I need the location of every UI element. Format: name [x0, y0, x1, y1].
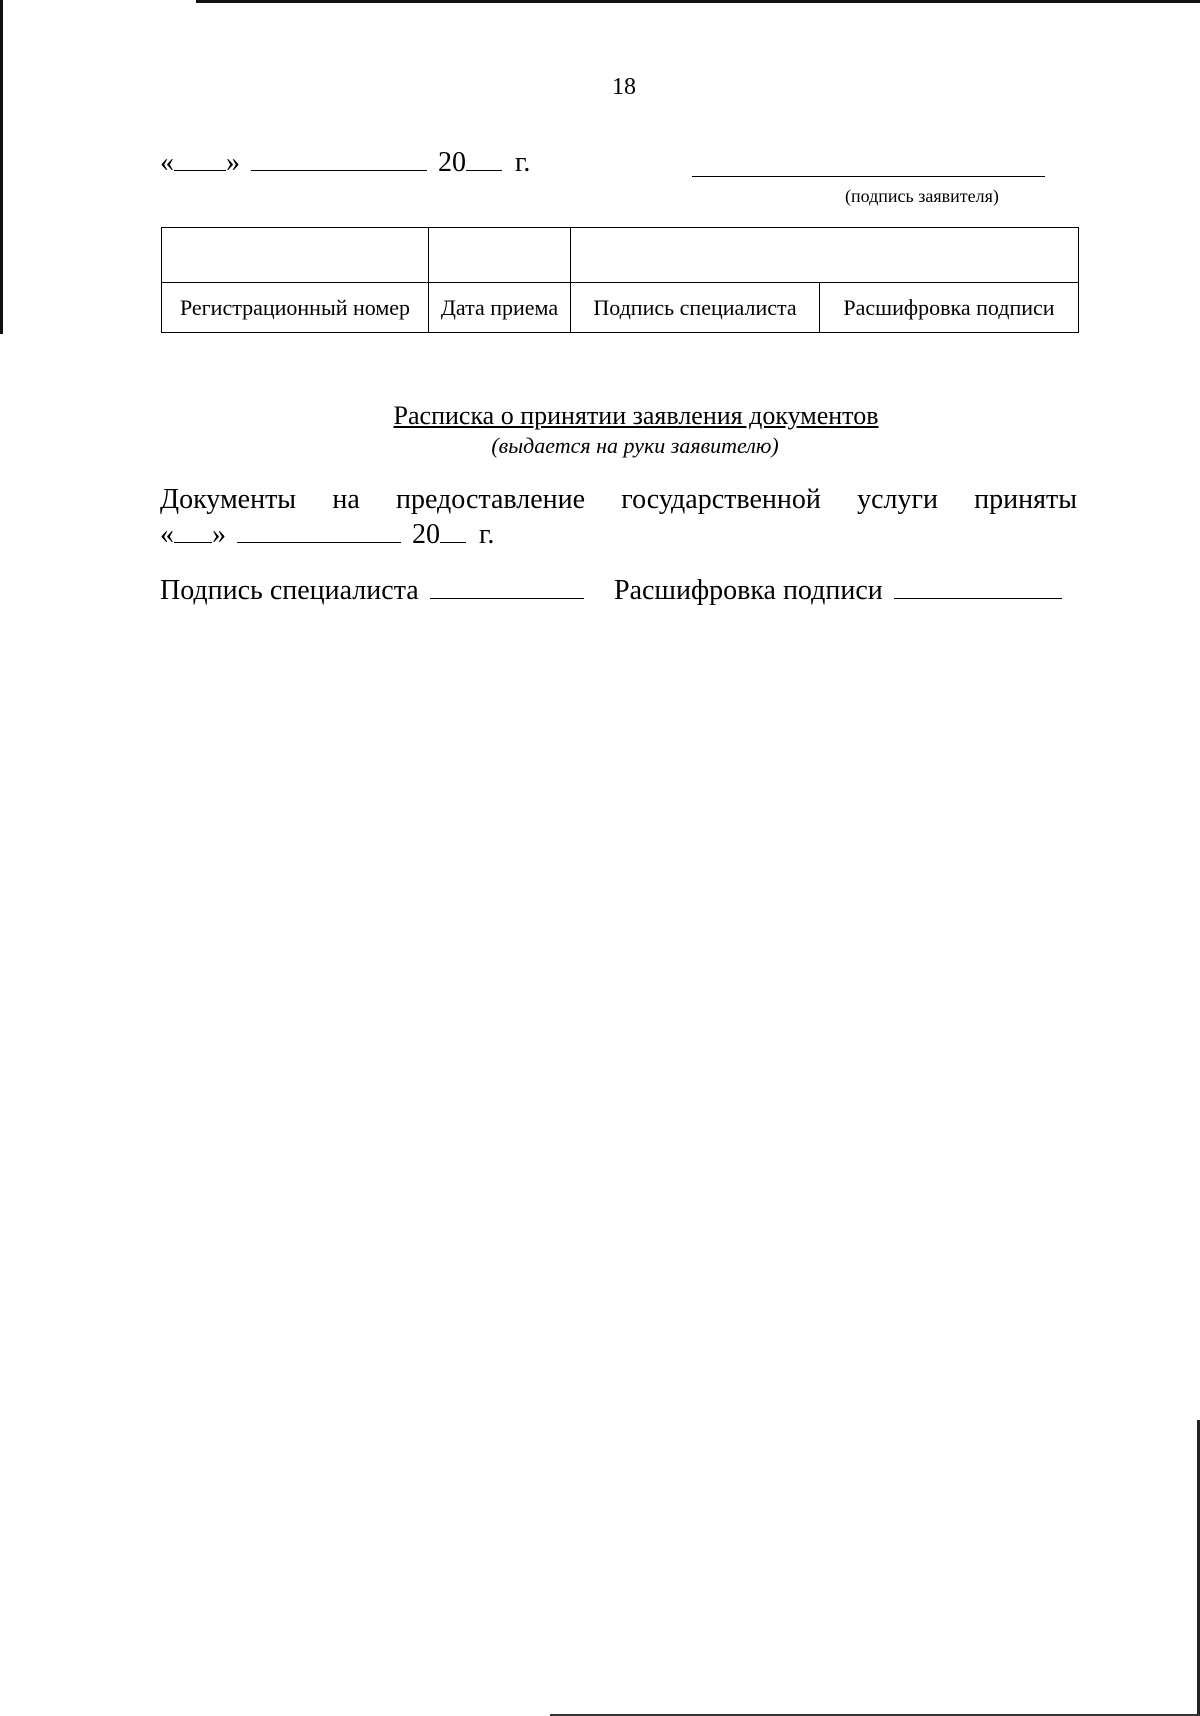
receipt-subtitle: (выдается на руки заявителю): [491, 433, 779, 458]
year-suffix: г.: [515, 147, 531, 178]
signature-decoding-field[interactable]: [894, 574, 1062, 599]
registration-table: [161, 227, 1079, 333]
table-row: [162, 228, 1079, 283]
date-open-quote: «: [160, 519, 174, 550]
month-field[interactable]: [237, 518, 401, 543]
year-suffix: г.: [479, 519, 495, 550]
signature-decoding-label: Расшифровка подписи: [614, 575, 883, 606]
accepted-word: на: [332, 484, 360, 515]
specialist-signature-label: Подпись специалиста: [160, 575, 419, 606]
receipt-date-line: [160, 518, 494, 551]
specialist-signature-header: Подпись специалиста: [571, 283, 820, 333]
documents-accepted-text: [160, 484, 1077, 516]
accepted-word: государственной: [621, 484, 821, 515]
date-open-quote: «: [160, 147, 174, 178]
scan-border-left: [0, 0, 3, 334]
reception-date-header: Дата приема: [429, 283, 571, 333]
specialist-signature-cell[interactable]: [571, 228, 1079, 283]
month-field[interactable]: [251, 146, 427, 171]
accepted-word: предоставление: [395, 484, 586, 515]
page-number: 18: [612, 74, 636, 100]
specialist-signature-line: [160, 574, 584, 607]
day-field[interactable]: [174, 146, 226, 171]
year-field[interactable]: [440, 518, 466, 543]
year-prefix: 20: [438, 147, 466, 178]
reception-date-cell[interactable]: [429, 228, 571, 283]
accepted-word: приняты: [974, 484, 1078, 515]
specialist-signature-field[interactable]: [430, 574, 584, 599]
registration-number-cell[interactable]: [162, 228, 429, 283]
signature-decoding-line: [614, 574, 1062, 607]
day-field[interactable]: [174, 518, 212, 543]
accepted-word: услуги: [857, 484, 938, 515]
year-prefix: 20: [412, 519, 440, 550]
table-row: [162, 283, 1079, 333]
applicant-signature-field[interactable]: [692, 176, 1045, 177]
registration-number-header: Регистрационный номер: [162, 283, 429, 333]
applicant-date-line: [160, 146, 530, 179]
signature-decoding-header: Расшифровка подписи: [820, 283, 1079, 333]
receipt-title: Расписка о принятии заявления документов: [393, 401, 879, 430]
date-close-quote: »: [226, 147, 240, 178]
date-close-quote: »: [212, 519, 226, 550]
scan-border-top: [196, 0, 1200, 3]
year-field[interactable]: [466, 146, 502, 171]
accepted-word: Документы: [160, 484, 297, 515]
applicant-signature-caption: (подпись заявителя): [845, 186, 999, 206]
